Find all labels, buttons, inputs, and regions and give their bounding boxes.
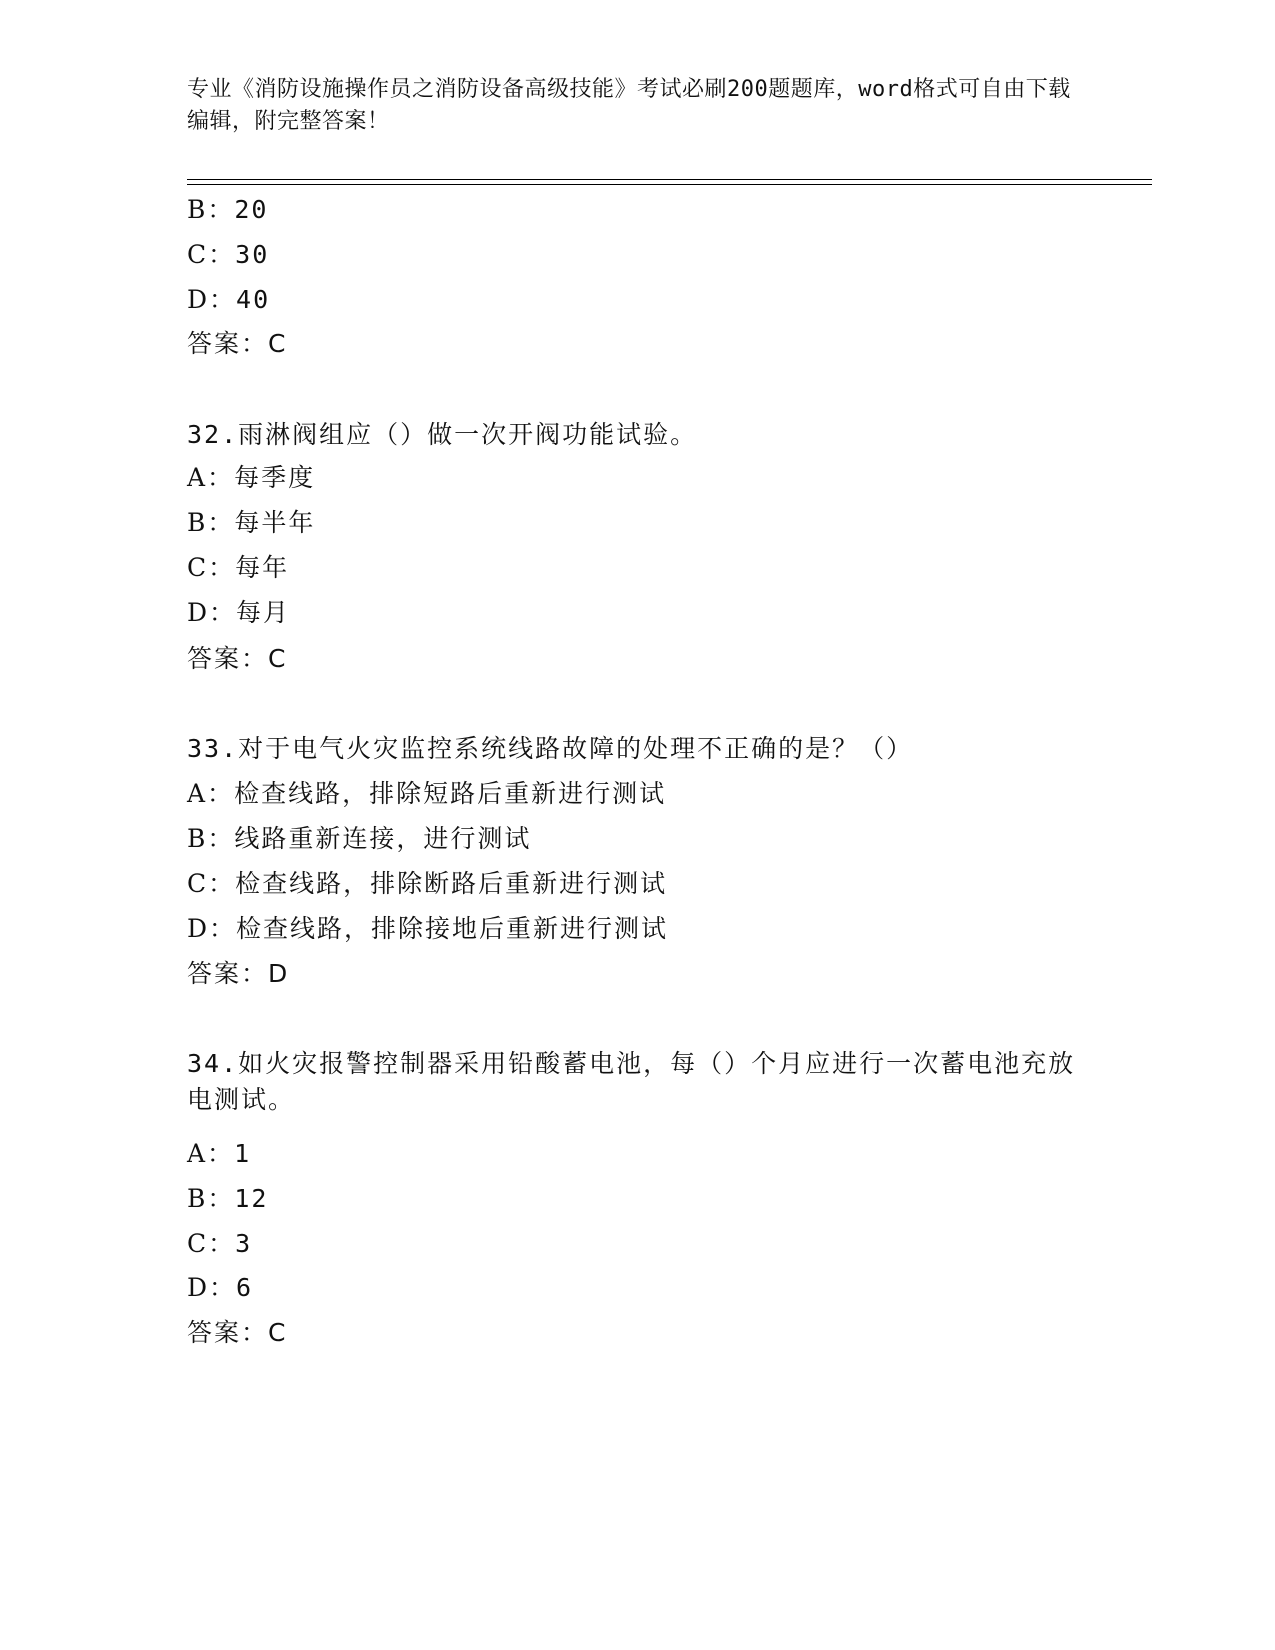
option-key: A： [187, 1139, 235, 1168]
option-text: 每季度 [234, 463, 316, 492]
option-c [187, 551, 289, 585]
option-b [187, 193, 268, 227]
option-a [187, 1137, 251, 1171]
option-text: 3 [235, 1229, 253, 1258]
option-d [187, 283, 270, 317]
option-text: 每年 [235, 553, 290, 582]
option-text: 1 [234, 1139, 252, 1168]
option-d [187, 1271, 253, 1305]
option-c [187, 1227, 252, 1261]
option-key: D： [187, 285, 237, 314]
answer-line: 答案：C [187, 329, 288, 358]
option-a [187, 461, 315, 495]
option-key: C： [187, 869, 236, 898]
question-34-text: 34.如火灾报警控制器采用铅酸蓄电池，每（）个月应进行一次蓄电池充放电测试。 [187, 1049, 1076, 1114]
option-key: B： [187, 824, 235, 853]
question-33-text: 33.对于电气火灾监控系统线路故障的处理不正确的是？（） [187, 734, 914, 763]
option-key: B： [187, 195, 235, 224]
option-text: 检查线路，排除短路后重新进行测试 [234, 779, 667, 808]
option-key: C： [187, 1229, 236, 1258]
option-key: C： [187, 240, 236, 269]
option-key: B： [187, 508, 235, 537]
option-b [187, 1182, 268, 1216]
option-c [187, 238, 269, 272]
option-d [187, 912, 668, 946]
option-b [187, 506, 315, 540]
option-c [187, 867, 667, 901]
header-divider-top [187, 179, 1152, 180]
option-text: 20 [234, 195, 269, 224]
option-text: 每月 [236, 598, 291, 627]
option-text: 30 [235, 240, 270, 269]
option-text: 线路重新连接，进行测试 [234, 824, 532, 853]
option-key: D： [187, 598, 237, 627]
option-key: A： [187, 463, 235, 492]
option-text: 每半年 [234, 508, 316, 537]
document-header: 专业《消防设施操作员之消防设备高级技能》考试必刷200题题库，word格式可自由下载编辑，附完整答案！ [187, 77, 1071, 134]
option-a [187, 777, 666, 811]
option-text: 40 [236, 285, 271, 314]
answer-line: 答案：C [187, 1318, 288, 1347]
option-key: D： [187, 914, 237, 943]
header-divider-bottom [187, 184, 1152, 185]
option-key: B： [187, 1184, 235, 1213]
answer-line: 答案：C [187, 644, 288, 673]
option-text: 6 [236, 1273, 254, 1302]
option-text: 检查线路，排除接地后重新进行测试 [236, 914, 669, 943]
answer-line: 答案：D [187, 959, 290, 988]
option-key: D： [187, 1273, 237, 1302]
option-text: 检查线路，排除断路后重新进行测试 [235, 869, 668, 898]
option-text: 12 [234, 1184, 269, 1213]
option-key: C： [187, 553, 236, 582]
option-d [187, 596, 290, 630]
question-32-text: 32.雨淋阀组应（）做一次开阀功能试验。 [187, 420, 698, 449]
option-key: A： [187, 779, 235, 808]
option-b [187, 822, 531, 856]
